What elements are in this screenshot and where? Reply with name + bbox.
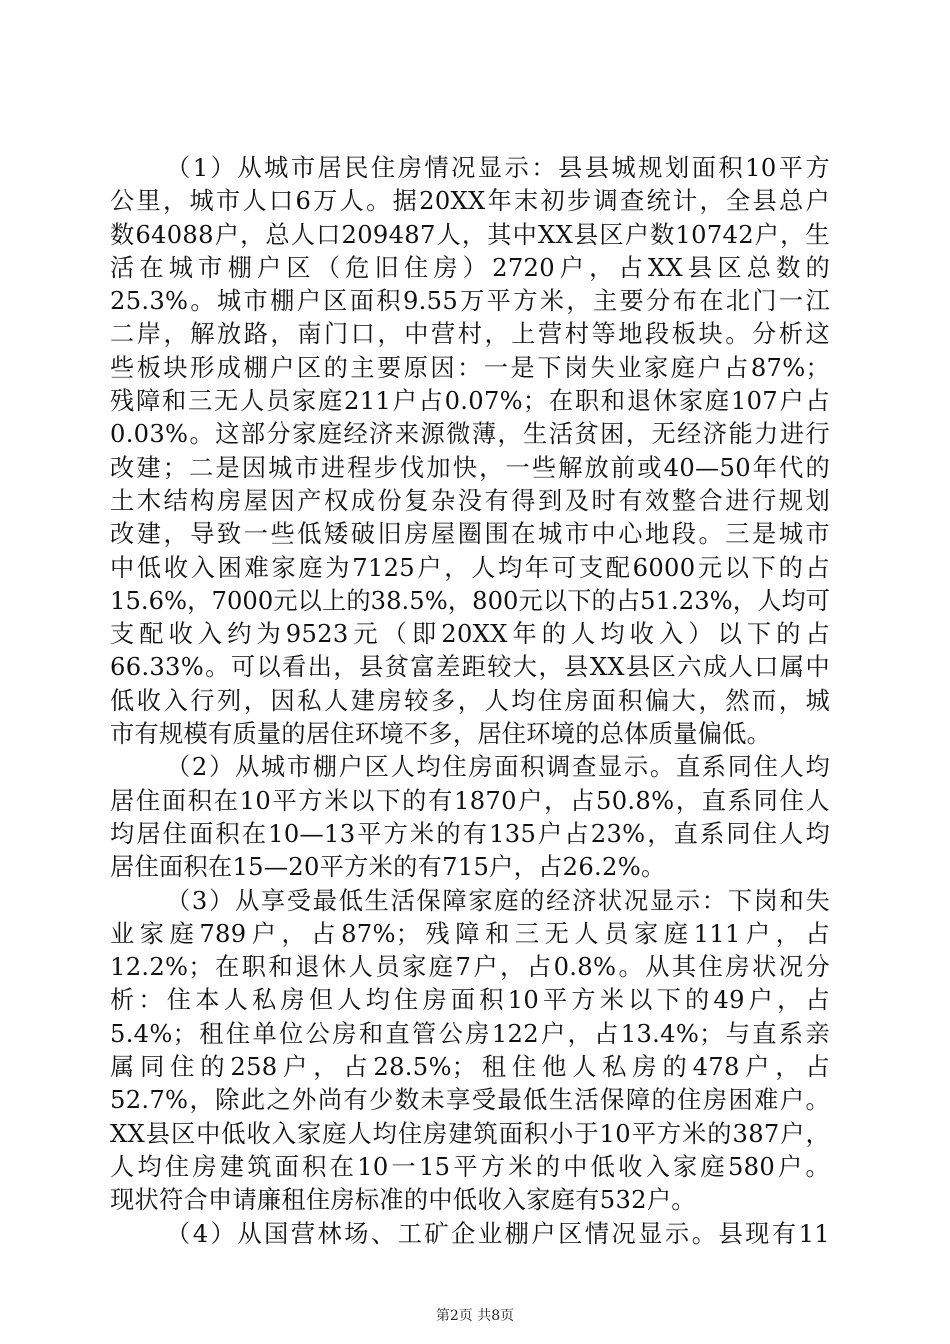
text-line: 现状符合申请廉租住房标准的中低收入家庭有532户。 xyxy=(110,1186,696,1215)
text-line: 52.7%，除此之外尚有少数未享受最低生活保障的住房困难户。 xyxy=(110,1086,830,1115)
text-line: （1）从城市居民住房情况显示：县县城规划面积10平方 xyxy=(166,154,830,182)
text-line: 些板块形成棚户区的主要原因：一是下岗失业家庭户占87%； xyxy=(110,353,830,382)
text-line: 属同住的258户，占28.5%；租住他人私房的478户，占 xyxy=(110,1053,830,1082)
text-line: （4）从国营林场、工矿企业棚户区情况显示。县现有11 xyxy=(166,1219,830,1248)
text-line: 中低收入困难家庭为7125户，人均年可支配6000元以下的占 xyxy=(110,553,830,582)
text-line: （2）从城市棚户区人均住房面积调查显示。直系同住人均 xyxy=(166,753,830,782)
page-footer: 第2页 共8页 xyxy=(435,1308,515,1324)
text-line: 15.6%，7000元以上的38.5%，800元以下的占51.23%，人均可 xyxy=(110,586,830,615)
text-line: 析：住本人私房但人均住房面积10平方米以下的49户，占 xyxy=(110,986,830,1015)
text-line: 0.03%。这部分家庭经济来源微薄，生活贫困，无经济能力进行 xyxy=(110,420,830,449)
text-line: 业家庭789户，占87%；残障和三无人员家庭111户，占 xyxy=(110,919,830,948)
text-line: 公里，城市人口6万人。据20XX年末初步调查统计，全县总户 xyxy=(110,187,830,216)
text-line: 支配收入约为9523元（即20XX年的人均收入）以下的占 xyxy=(110,620,830,649)
text-line: （3）从享受最低生活保障家庭的经济状况显示：下岗和失 xyxy=(166,886,830,915)
text-line: 12.2%；在职和退休人员家庭7户，占0.8%。从其住房状况分 xyxy=(110,953,830,982)
text-line: 二岸，解放路，南门口，中营村，上营村等地段板块。分析这 xyxy=(110,320,830,349)
text-line: 残障和三无人员家庭211户占0.07%；在职和退休家庭107户占 xyxy=(110,387,830,416)
text-line: 土木结构房屋因产权成份复杂没有得到及时有效整合进行规划 xyxy=(110,486,830,515)
text-line: 25.3%。城市棚户区面积9.55万平方米，主要分布在北门一江 xyxy=(110,287,830,316)
text-line: 数64088户，总人口209487人，其中XX县区户数10742户，生 xyxy=(110,220,830,249)
text-line: XX县区中低收入家庭人均住房建筑面积小于10平方米的387户， xyxy=(110,1119,830,1148)
text-line: 5.4%；租住单位公房和直管公房122户，占13.4%；与直系亲 xyxy=(110,1019,830,1048)
text-line: 均居住面积在10—13平方米的有135户占23%，直系同住人均 xyxy=(110,819,830,848)
text-line: 市有规模有质量的居住环境不多，居住环境的总体质量偏低。 xyxy=(110,720,772,749)
text-line: 活在城市棚户区（危旧住房）2720户，占XX县区总数的 xyxy=(110,253,830,282)
text-line: 低收入行列，因私人建房较多，人均住房面积偏大，然而，城 xyxy=(110,686,830,715)
document-body xyxy=(110,152,830,1251)
text-line: 66.33%。可以看出，县贫富差距较大，县XX县区六成人口属中 xyxy=(110,653,830,682)
text-line: 居住面积在15—20平方米的有715户，占26.2%。 xyxy=(110,853,666,882)
text-line: 改建；二是因城市进程步伐加快，一些解放前或40—50年代的 xyxy=(110,453,830,482)
text-line: 人均住房建筑面积在10一15平方米的中低收入家庭580户。 xyxy=(110,1152,830,1181)
text-line: 改建，导致一些低矮破旧房屋圈围在城市中心地段。三是城市 xyxy=(110,520,830,549)
text-line: 居住面积在10平方米以下的有1870户，占50.8%，直系同住人 xyxy=(110,786,830,815)
